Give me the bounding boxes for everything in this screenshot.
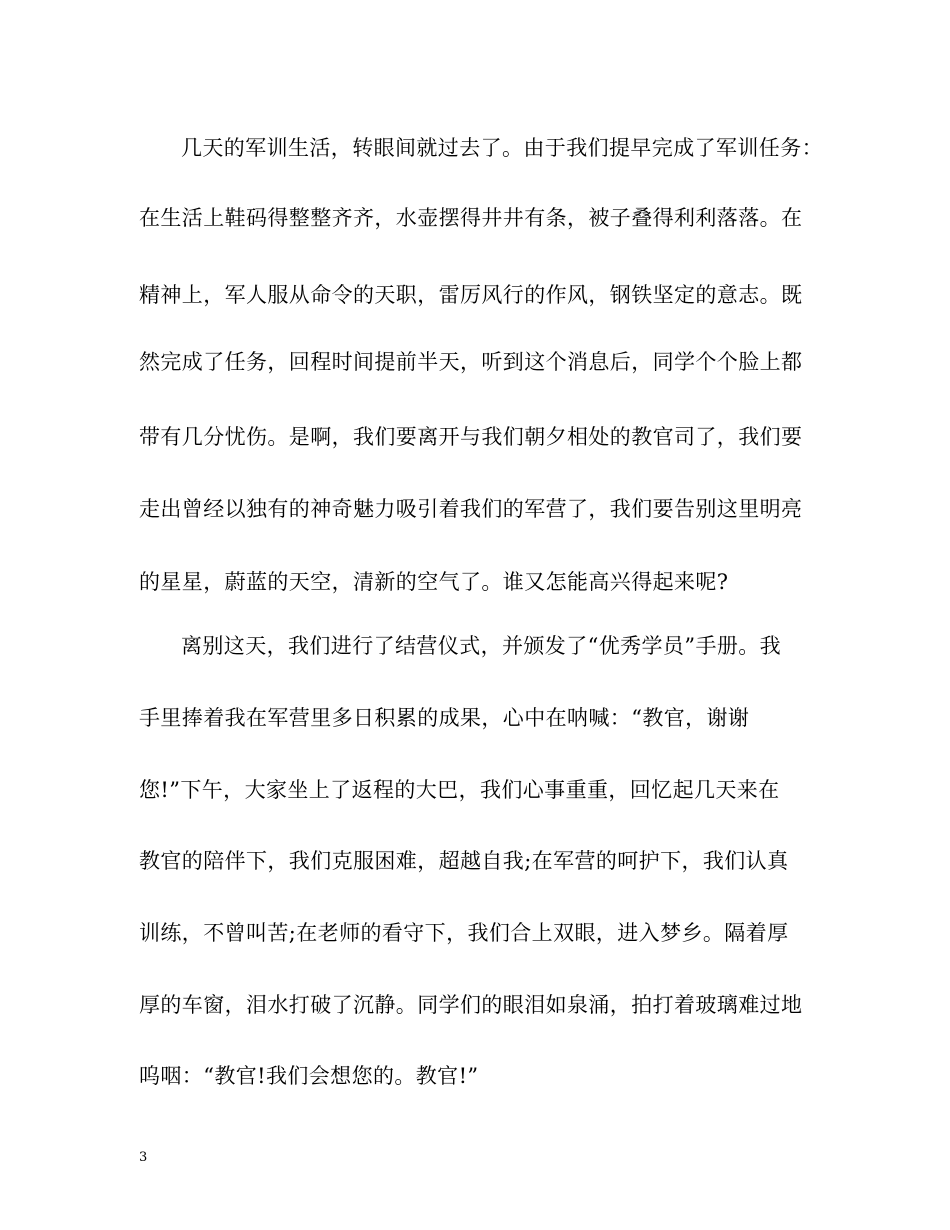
text-line: 的星星，蔚蓝的天空，清新的空气了。谁又怎能高兴得起来呢?: [139, 570, 729, 594]
text-line: 然完成了任务，回程时间提前半天，听到这个消息后，同学个个脸上都: [139, 350, 803, 374]
text-line: 呜咽：“教官!我们会想您的。教官!”: [139, 1064, 479, 1088]
text-line: 手里捧着我在军营里多日积累的成果，心中在呐喊：“教官，谢谢: [139, 706, 750, 730]
text-line: 厚的车窗，泪水打破了沉静。同学们的眼泪如泉涌，拍打着玻璃难过地: [139, 993, 803, 1017]
text-line: 离别这天，我们进行了结营仪式，并颁发了“优秀学员”手册。我: [181, 634, 782, 658]
text-line: 精神上，军人服从命令的天职，雷厉风行的作风，钢铁坚定的意志。既: [139, 283, 803, 307]
text-line: 在生活上鞋码得整整齐齐，水壶摆得井井有条，被子叠得利利落落。在: [139, 206, 803, 230]
text-line: 教官的陪伴下，我们克服困难，超越自我;在军营的呵护下，我们认真: [139, 849, 789, 873]
text-line: 您!”下午，大家坐上了返程的大巴，我们心事重重，回忆起几天来在: [139, 778, 780, 802]
text-line: 走出曾经以独有的神奇魅力吸引着我们的军营了，我们要告别这里明亮: [139, 497, 803, 521]
text-line: 几天的军训生活，转眼间就过去了。由于我们提早完成了军训任务：: [181, 136, 823, 160]
text-line: 带有几分忧伤。是啊，我们要离开与我们朝夕相处的教官司了，我们要: [139, 425, 803, 449]
text-line: 训练，不曾叫苦;在老师的看守下，我们合上双眼，进入梦乡。隔着厚: [139, 921, 789, 945]
page-number: 3: [139, 1150, 148, 1165]
